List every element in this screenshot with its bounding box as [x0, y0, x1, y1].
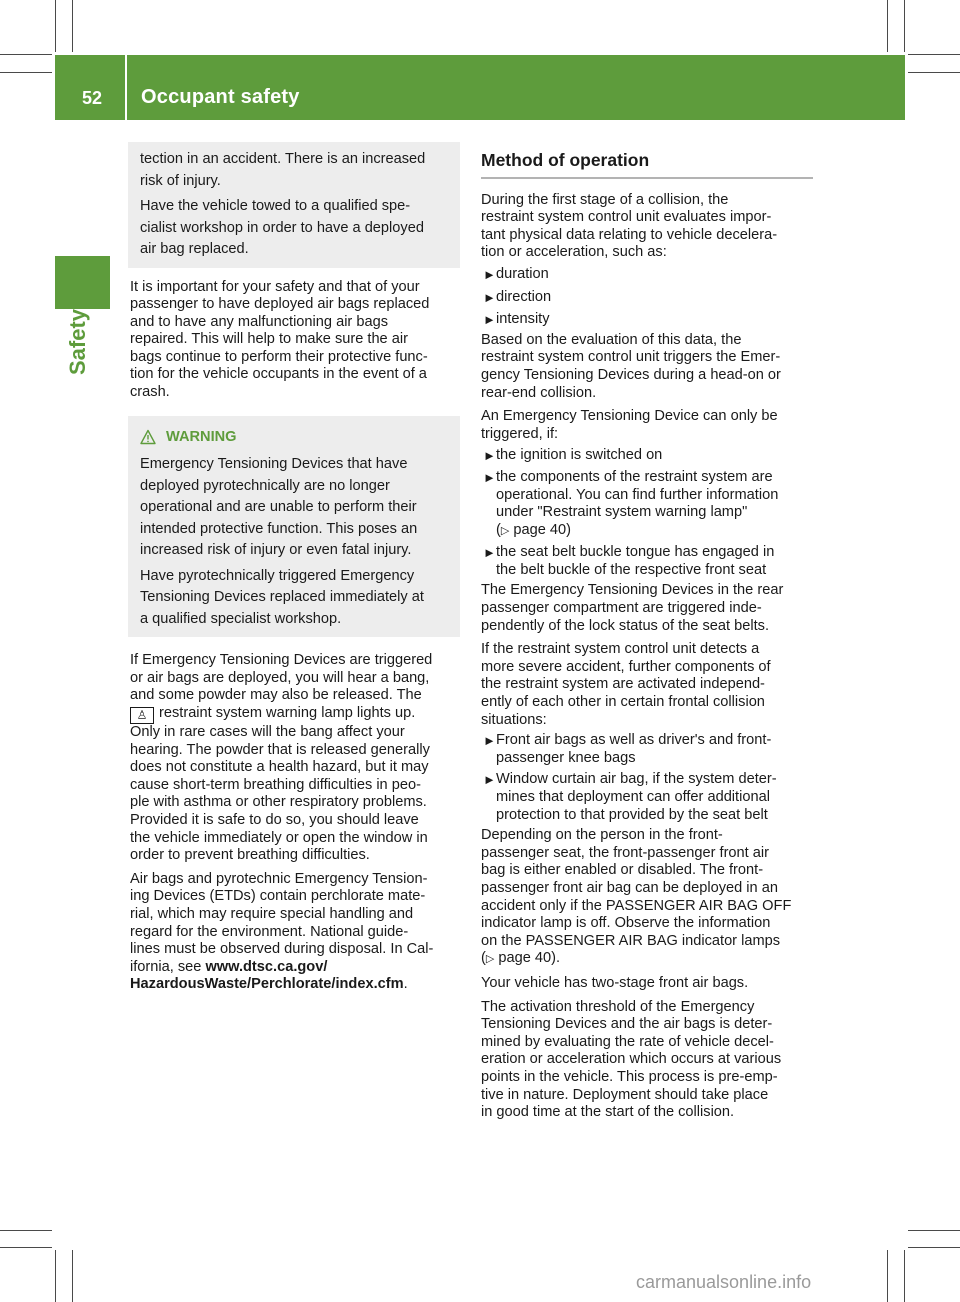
text-line: a qualified specialist workshop. [140, 610, 342, 627]
crop-mark [0, 54, 52, 55]
text-line: repaired. This will help to make sure the air [130, 331, 408, 348]
text-line: restraint system control unit triggers the Emer- [481, 349, 781, 366]
paragraph [481, 827, 813, 969]
paragraph [130, 871, 460, 994]
text-line: does not constitute a health hazard, but it may [130, 759, 429, 776]
paragraph [481, 192, 813, 262]
text-line: Air bags and pyrotechnic Emergency Tension- [130, 870, 428, 887]
bullet-icon: ► [483, 266, 496, 282]
text-fragment: . [403, 976, 408, 993]
text-line: Have the vehicle towed to a qualified spe- [140, 198, 411, 214]
text-line: eration or acceleration which occurs at various [481, 1051, 782, 1068]
arrow-right-icon: ▷ [485, 953, 495, 966]
crop-mark [887, 1250, 888, 1302]
text-line: hearing. The powder that is released generally [130, 741, 430, 758]
paragraph [130, 724, 460, 865]
crop-mark [0, 1247, 52, 1248]
bullet-icon: ► [483, 312, 496, 328]
text-line: tive in nature. Deployment should take place [481, 1086, 769, 1103]
text-fragment: ifornia, see [130, 958, 202, 975]
text-line: tion or acceleration, such as: [481, 244, 667, 261]
list-item: ► the seat belt buckle tongue has engaged in the belt buckle of the respective front seat [483, 544, 775, 578]
crop-mark [0, 1230, 52, 1231]
warning-triangle-icon [140, 429, 156, 445]
crop-mark [908, 54, 960, 55]
text-line: air bag replaced. [140, 241, 249, 257]
text-line: ently of each other in certain frontal collision [481, 694, 765, 711]
list-item: ► Front air bags as well as driver's and front- passenger knee bags [483, 732, 772, 766]
crop-mark [0, 72, 52, 73]
text-line: rear-end collision. [481, 384, 597, 401]
text-line [130, 976, 460, 994]
bullet-icon: ► [483, 469, 496, 485]
bullet-icon: ► [483, 772, 496, 788]
crop-mark [904, 1250, 905, 1302]
text-line: passenger compartment are triggered inde- [481, 600, 762, 617]
crop-mark [55, 0, 56, 52]
text-line: the vehicle immediately or open the window in [130, 829, 428, 846]
text-line: triggered, if: [481, 425, 559, 442]
text-line: the restraint system are activated independ- [481, 676, 765, 693]
list-item: ► intensity [483, 311, 550, 328]
section-heading: Method of operation [481, 152, 813, 179]
text-line: situations: [481, 711, 547, 728]
list-item: ► Window curtain air bag, if the system deter- mines that deployment can offer additional protection to that provided by the seat belt [483, 771, 777, 823]
text-line: Have pyrotechnically triggered Emergency [140, 567, 415, 584]
right-column [481, 150, 813, 1122]
paragraph [481, 408, 813, 443]
text-line: restraint system control unit evaluates impor- [481, 209, 772, 226]
paragraph [481, 999, 813, 1122]
warning-box [128, 416, 460, 638]
dtsc-link[interactable]: www.dtsc.ca.gov/ [205, 958, 328, 975]
continued-warning-box [128, 142, 460, 268]
list-item: ► duration [483, 265, 549, 282]
list-item: ► the components of the restraint system are operational. You can find further information under "Restraint system warning lamp" (▷ page 40) [481, 469, 813, 540]
text-line: rial, which may require special handling and [130, 905, 414, 922]
text-line: operational and are unable to perform their [140, 499, 417, 516]
text-line: If the restraint system control unit detects a [481, 641, 760, 658]
text-line: passenger to have deployed air bags replaced [130, 296, 430, 313]
crop-mark [72, 0, 73, 52]
page-reference[interactable]: (▷ page 40) [496, 521, 572, 538]
text-line: Based on the evaluation of this data, the [481, 331, 742, 348]
text-line: points in the vehicle. This process is pre-emp- [481, 1068, 778, 1085]
crop-mark [908, 72, 960, 73]
text-line: gency Tensioning Devices during a head-on or [481, 366, 781, 383]
text-line: increased risk of injury or even fatal injury. [140, 542, 412, 559]
bullet-icon: ► [483, 733, 496, 749]
text-line: and to have any malfunctioning air bags [130, 313, 388, 330]
paragraph [481, 641, 813, 729]
text-line: risk of injury. [140, 172, 221, 189]
paragraph [481, 582, 813, 635]
text-line: lines must be observed during disposal. In Cal- [130, 941, 434, 958]
bullet-icon: ► [483, 545, 496, 561]
text-line: Tensioning Devices and the air bags is deter- [481, 1016, 773, 1033]
crop-mark [904, 0, 905, 52]
text-line: Depending on the person in the front- [481, 827, 723, 844]
text-line: bags continue to perform their protective func- [130, 348, 428, 365]
crop-mark [55, 1250, 56, 1302]
text-line: tion for the vehicle occupants in the event of a [130, 366, 427, 383]
text-line: cause short-term breathing difficulties in peo- [130, 776, 421, 793]
text-line: cialist workshop in order to have a deployed [140, 219, 424, 236]
text-line: ple with asthma or other respiratory problems. [130, 794, 427, 811]
text-line: The activation threshold of the Emergency [481, 998, 755, 1015]
text-line: It is important for your safety and that of your [130, 278, 420, 295]
text-line: or air bags are deployed, you will hear a bang, [130, 669, 430, 686]
header-divider [125, 55, 127, 120]
text-line: ing Devices (ETDs) contain perchlorate mate- [130, 888, 426, 905]
text-line: mined by evaluating the rate of vehicle decel- [481, 1033, 774, 1050]
text-line: Only in rare cases will the bang affect your [130, 724, 405, 741]
sidebar-label: Safety [65, 308, 90, 375]
page-number: 52 [82, 88, 103, 108]
text-line: If Emergency Tensioning Devices are triggered [130, 652, 433, 669]
bullet-icon: ► [483, 448, 496, 464]
crop-mark [908, 1230, 960, 1231]
text-line: passenger seat, the front-passenger front air [481, 844, 769, 861]
text-line: indicator lamp is off. Observe the information [481, 915, 771, 932]
text-line: During the first stage of a collision, the [481, 191, 729, 208]
text-line: passenger front air bag can be deployed in an [481, 879, 778, 896]
section-title: Occupant safety [141, 86, 300, 108]
list-item: ► direction [483, 288, 552, 305]
text-line: more severe accident, further components of [481, 658, 771, 675]
text-line: Provided it is safe to do so, you should leave [130, 812, 419, 828]
text-line: regard for the environment. National guide- [130, 923, 409, 940]
text-line: Tensioning Devices replaced immediately at [140, 589, 424, 606]
text-line [130, 959, 460, 977]
page-reference[interactable]: (▷ page 40). [481, 950, 561, 967]
text-line: and some powder may also be released. The [130, 687, 422, 704]
sidebar-tab [55, 256, 110, 309]
text-line: pendently of the lock status of the seat belts. [481, 617, 769, 634]
paragraph [130, 279, 460, 402]
text-line: Emergency Tensioning Devices that have [140, 456, 408, 473]
text-line: Your vehicle has two-stage front air bags. [481, 974, 749, 991]
text-line: on the PASSENGER AIR BAG indicator lamps [481, 932, 781, 949]
text-line: accident only if the PASSENGER AIR BAG OFF [481, 897, 792, 914]
paragraph [130, 652, 460, 724]
text-line: The Emergency Tensioning Devices in the rear [481, 582, 784, 599]
text-line: crash. [130, 384, 170, 401]
text-line: tection in an accident. There is an increased [140, 151, 426, 167]
crop-mark [908, 1247, 960, 1248]
dtsc-link-continued[interactable]: HazardousWaste/Perchlorate/index.cfm [130, 976, 404, 993]
paragraph [481, 332, 813, 402]
crop-mark [887, 0, 888, 52]
text-line: deployed pyrotechnically are no longer [140, 477, 390, 494]
left-column [130, 150, 460, 994]
text-line: An Emergency Tensioning Device can only be [481, 408, 778, 425]
text-line: in good time at the start of the collision. [481, 1104, 735, 1121]
bullet-icon: ► [483, 289, 496, 305]
text-line: order to prevent breathing difficulties. [130, 847, 370, 864]
list-item: ► the ignition is switched on [483, 447, 663, 464]
arrow-right-icon: ▷ [500, 524, 510, 537]
text-line [130, 705, 460, 724]
text-line: intended protective function. This poses an [140, 520, 418, 537]
warning-heading [140, 429, 448, 447]
restraint-system-warning-lamp-icon: ♙ [130, 707, 154, 724]
watermark: carmanualsonline.info [636, 1272, 812, 1292]
text-line: bag is either enabled or disabled. The front- [481, 862, 764, 879]
text-line: tant physical data relating to vehicle decelera- [481, 226, 778, 243]
warning-title: WARNING [166, 428, 237, 445]
text-fragment: restraint system warning lamp lights up. [159, 705, 416, 722]
crop-mark [72, 1250, 73, 1302]
